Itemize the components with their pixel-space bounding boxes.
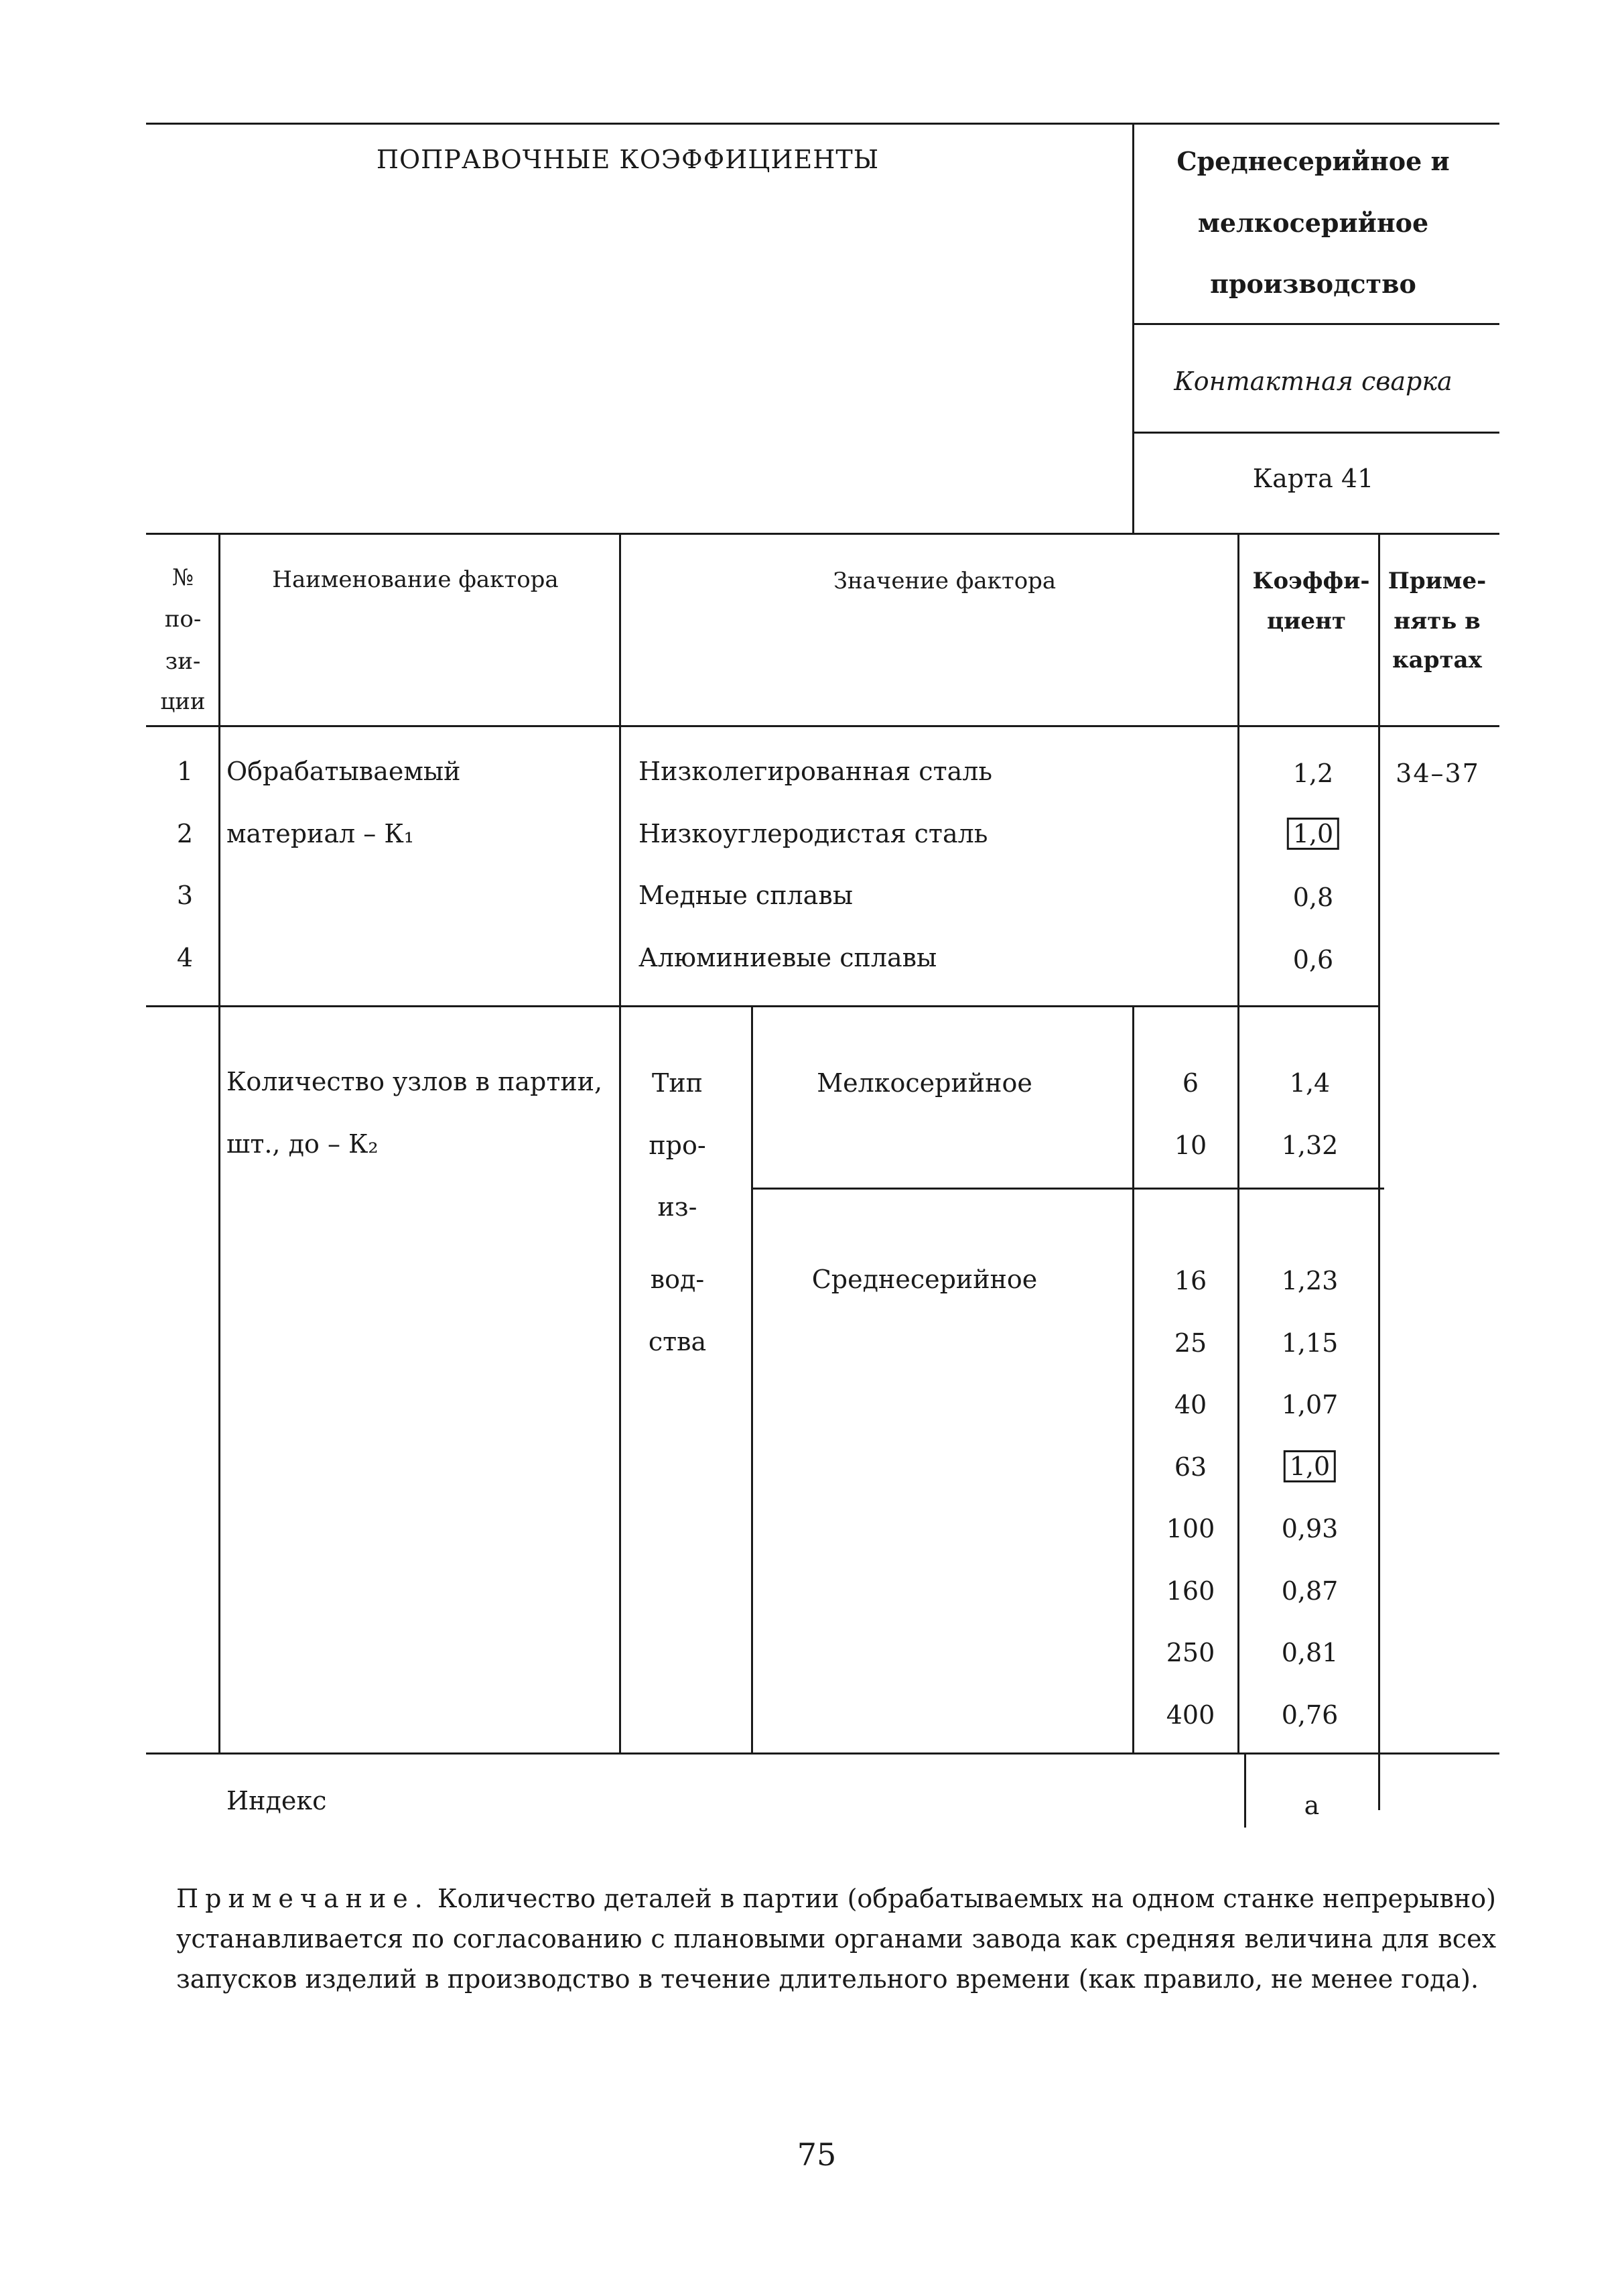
process-name: Контактная сварка <box>1174 367 1452 396</box>
column-line-type <box>751 1005 753 1754</box>
header-top-rule <box>146 123 1499 125</box>
col-header-coef-1: Коэффи- <box>1252 568 1370 594</box>
production-type-label: из- <box>657 1192 697 1222</box>
col-header-apply-3: картах <box>1392 647 1482 674</box>
batch-coef: 1,15 <box>1281 1328 1339 1358</box>
page-number: 75 <box>797 2136 837 2173</box>
production-type-label: вод- <box>650 1265 705 1294</box>
column-header-bottom-rule <box>146 725 1499 727</box>
batch-coef: 1,4 <box>1289 1068 1331 1098</box>
material-coef-base: 1,0 <box>1287 818 1339 850</box>
col-header-factor-name: Наименование фактора <box>272 566 559 593</box>
row-no: 2 <box>176 819 194 848</box>
col-header-no-2: по- <box>164 606 202 633</box>
document-title: ПОПРАВОЧНЫЕ КОЭФФИЦИЕНТЫ <box>376 145 880 174</box>
batch-qty: 40 <box>1174 1390 1207 1419</box>
production-type-label: Тип <box>652 1068 703 1098</box>
batch-coef-base: 1,0 <box>1284 1450 1336 1482</box>
material-coef: 0,6 <box>1292 945 1334 974</box>
material-coef: 0,8 <box>1292 883 1334 912</box>
row-no: 4 <box>176 943 194 972</box>
apply-cards: 34–37 <box>1396 759 1480 788</box>
batch-qty: 16 <box>1174 1266 1207 1295</box>
table-bottom-rule <box>146 1752 1499 1755</box>
production-type-line2: мелкосерийное <box>1197 208 1429 238</box>
material-value: Низкоуглеродистая сталь <box>638 819 988 848</box>
production-type-label: ства <box>648 1327 707 1356</box>
material-value: Алюминиевые сплавы <box>638 943 937 972</box>
column-line-apply <box>1378 533 1380 1810</box>
batch-qty: 400 <box>1166 1700 1215 1730</box>
batch-coef: 1,23 <box>1281 1266 1339 1295</box>
card-number: Карта 41 <box>1252 464 1374 493</box>
batch-qty: 63 <box>1174 1452 1207 1482</box>
batch-qty: 25 <box>1174 1328 1207 1358</box>
series-split-rule <box>753 1188 1384 1190</box>
footnote <box>176 1878 1496 1999</box>
factor-batch-name-1: Количество узлов в партии, <box>226 1067 603 1096</box>
index-tick <box>1244 1754 1246 1828</box>
col-header-apply-2: нять в <box>1394 608 1481 635</box>
col-header-no-4: ции <box>160 688 206 715</box>
column-line-qty <box>1132 1005 1134 1754</box>
index-value: а <box>1304 1791 1320 1820</box>
medium-series-label: Среднесерийное <box>811 1265 1038 1294</box>
row-no: 1 <box>176 757 194 786</box>
index-label: Индекс <box>226 1786 327 1815</box>
production-type-line3: производство <box>1210 269 1416 299</box>
col-header-apply-1: Приме- <box>1388 568 1487 594</box>
row-no: 3 <box>176 881 194 910</box>
batch-qty: 10 <box>1174 1131 1207 1160</box>
footnote-label: Примечание. <box>176 1884 429 1913</box>
production-type-label: про- <box>649 1131 706 1160</box>
header-rule-1 <box>1134 323 1499 325</box>
header-divider <box>1132 124 1134 534</box>
factor-material-name-2: материал – К₁ <box>226 819 414 848</box>
batch-coef: 0,87 <box>1281 1576 1339 1606</box>
batch-qty: 100 <box>1166 1514 1215 1543</box>
small-series-label: Мелкосерийное <box>817 1068 1032 1098</box>
batch-qty: 160 <box>1166 1576 1215 1606</box>
table-top-rule <box>146 533 1499 535</box>
col-header-factor-value: Значение фактора <box>833 568 1057 594</box>
batch-coef: 1,07 <box>1281 1390 1339 1419</box>
column-line-no <box>218 533 220 1754</box>
col-header-no-3: зи- <box>165 648 201 675</box>
batch-coef: 1,32 <box>1281 1131 1339 1160</box>
section1-bottom-rule <box>146 1005 1379 1007</box>
material-value: Медные сплавы <box>638 881 853 910</box>
footnote-text: Количество деталей в партии (обрабатываемых на одном станке непрерывно) устанавливается по согласованию с плановыми органами завода как средняя величина для всех запусков изделий в производство в течение длительного времени (как правило, не менее года). <box>176 1884 1496 1994</box>
material-value: Низколегированная сталь <box>638 757 993 786</box>
batch-qty: 6 <box>1182 1068 1199 1098</box>
batch-coef: 0,93 <box>1281 1514 1339 1543</box>
factor-batch-name-2: шт., до – К₂ <box>226 1129 379 1159</box>
material-coef: 1,2 <box>1292 759 1334 788</box>
column-line-name <box>619 533 621 1754</box>
column-line-coef <box>1237 533 1239 1754</box>
batch-coef: 0,81 <box>1281 1638 1339 1667</box>
batch-qty: 250 <box>1166 1638 1215 1667</box>
production-type-line1: Среднесерийное и <box>1176 146 1450 176</box>
header-rule-2 <box>1134 432 1499 434</box>
col-header-coef-2: циент <box>1267 608 1346 635</box>
col-header-no-1: № <box>172 564 194 591</box>
batch-coef: 0,76 <box>1281 1700 1339 1730</box>
factor-material-name-1: Обрабатываемый <box>226 757 461 786</box>
